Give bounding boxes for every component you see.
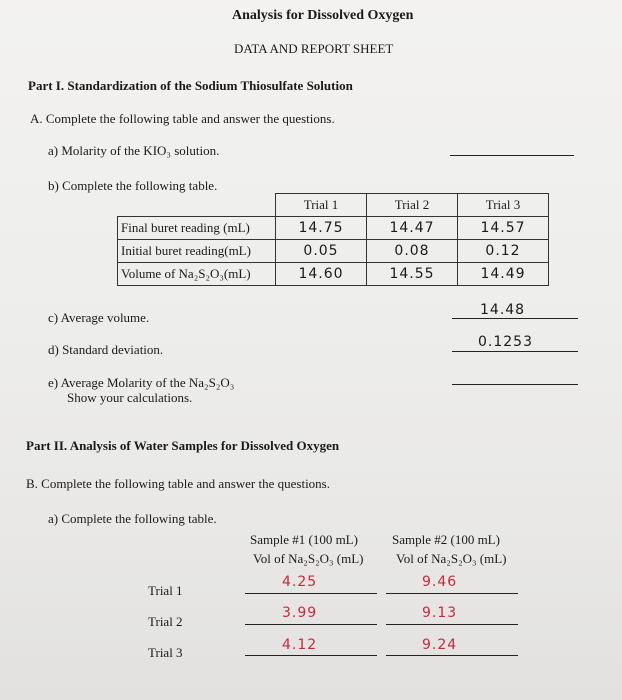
cell-final-trial-1: 14.75 bbox=[276, 216, 367, 239]
cell-initial-trial-3: 0.12 bbox=[458, 239, 549, 262]
cell-initial-trial-2: 0.08 bbox=[367, 239, 458, 262]
trial-3-line-1 bbox=[245, 655, 377, 656]
trial-3-sample1: 4.12 bbox=[282, 637, 318, 653]
answer-line-c bbox=[452, 318, 578, 319]
section-b-instructions: B. Complete the following table and answer the questions. bbox=[26, 476, 330, 491]
table-row bbox=[118, 239, 549, 262]
cell-final-trial-3: 14.57 bbox=[458, 216, 549, 239]
cell-volume-trial-2: 14.55 bbox=[367, 262, 458, 285]
question-e-molarity: e) Average Molarity of the Na₂S₂O₃ bbox=[48, 375, 235, 390]
sample2-header: Sample #2 (100 mL) bbox=[392, 532, 500, 547]
row-label-final: Final buret reading (mL) bbox=[118, 216, 276, 239]
question-a-complete-table: a) Complete the following table. bbox=[48, 511, 217, 526]
table-corner bbox=[118, 194, 276, 217]
part2-heading: Part II. Analysis of Water Samples for Dissolved Oxygen bbox=[26, 438, 340, 453]
cell-initial-trial-1: 0.05 bbox=[276, 239, 367, 262]
col-header-trial-3: Trial 3 bbox=[458, 194, 549, 217]
trial-1-line-2 bbox=[386, 593, 518, 594]
sample1-header: Sample #1 (100 mL) bbox=[250, 532, 358, 547]
trial-3-line-2 bbox=[386, 655, 518, 656]
trial-1-sample1: 4.25 bbox=[282, 574, 318, 590]
trial-2-line-1 bbox=[245, 624, 377, 625]
answer-d-value: 0.1253 bbox=[478, 334, 533, 350]
answer-line-e bbox=[452, 384, 578, 385]
question-d-stddev: d) Standard deviation. bbox=[48, 342, 164, 357]
table-row bbox=[118, 262, 549, 285]
cell-volume-trial-3: 14.49 bbox=[458, 262, 549, 285]
cell-volume-trial-1: 14.60 bbox=[276, 262, 367, 285]
trial-2-sample2: 9.13 bbox=[422, 605, 458, 621]
standardization-table bbox=[117, 193, 549, 286]
page-title: Analysis for Dissolved Oxygen bbox=[232, 8, 414, 23]
trial-3-label: Trial 3 bbox=[148, 645, 183, 660]
sample1-unit: Vol of Na₂S₂O₃ (mL) bbox=[253, 551, 364, 566]
question-b-table: b) Complete the following table. bbox=[48, 178, 218, 193]
answer-line-d bbox=[452, 351, 578, 352]
col-header-trial-1: Trial 1 bbox=[276, 194, 367, 217]
question-a-molarity: a) Molarity of the KIO₃ solution. bbox=[48, 143, 220, 158]
question-c-average: c) Average volume. bbox=[48, 310, 150, 325]
part1-heading: Part I. Standardization of the Sodium Thiosulfate Solution bbox=[28, 78, 353, 93]
row-label-initial: Initial buret reading(mL) bbox=[118, 239, 276, 262]
trial-3-sample2: 9.24 bbox=[422, 637, 458, 653]
question-e-calculations: Show your calculations. bbox=[67, 390, 193, 405]
row-label-volume: Volume of Na₂S₂O₃(mL) bbox=[118, 262, 276, 285]
trial-2-sample1: 3.99 bbox=[282, 605, 318, 621]
answer-line-a bbox=[450, 155, 574, 156]
sample2-unit: Vol of Na₂S₂O₃ (mL) bbox=[396, 551, 507, 566]
trial-1-label: Trial 1 bbox=[148, 583, 183, 598]
table-row bbox=[118, 216, 549, 239]
trial-1-sample2: 9.46 bbox=[422, 574, 458, 590]
trial-2-label: Trial 2 bbox=[148, 614, 183, 629]
answer-c-value: 14.48 bbox=[480, 302, 526, 318]
section-a-instructions: A. Complete the following table and answer the questions. bbox=[30, 111, 335, 126]
cell-final-trial-2: 14.47 bbox=[367, 216, 458, 239]
trial-2-line-2 bbox=[386, 624, 518, 625]
trial-1-line-1 bbox=[245, 593, 377, 594]
page-subtitle: DATA AND REPORT SHEET bbox=[234, 41, 394, 56]
col-header-trial-2: Trial 2 bbox=[367, 194, 458, 217]
